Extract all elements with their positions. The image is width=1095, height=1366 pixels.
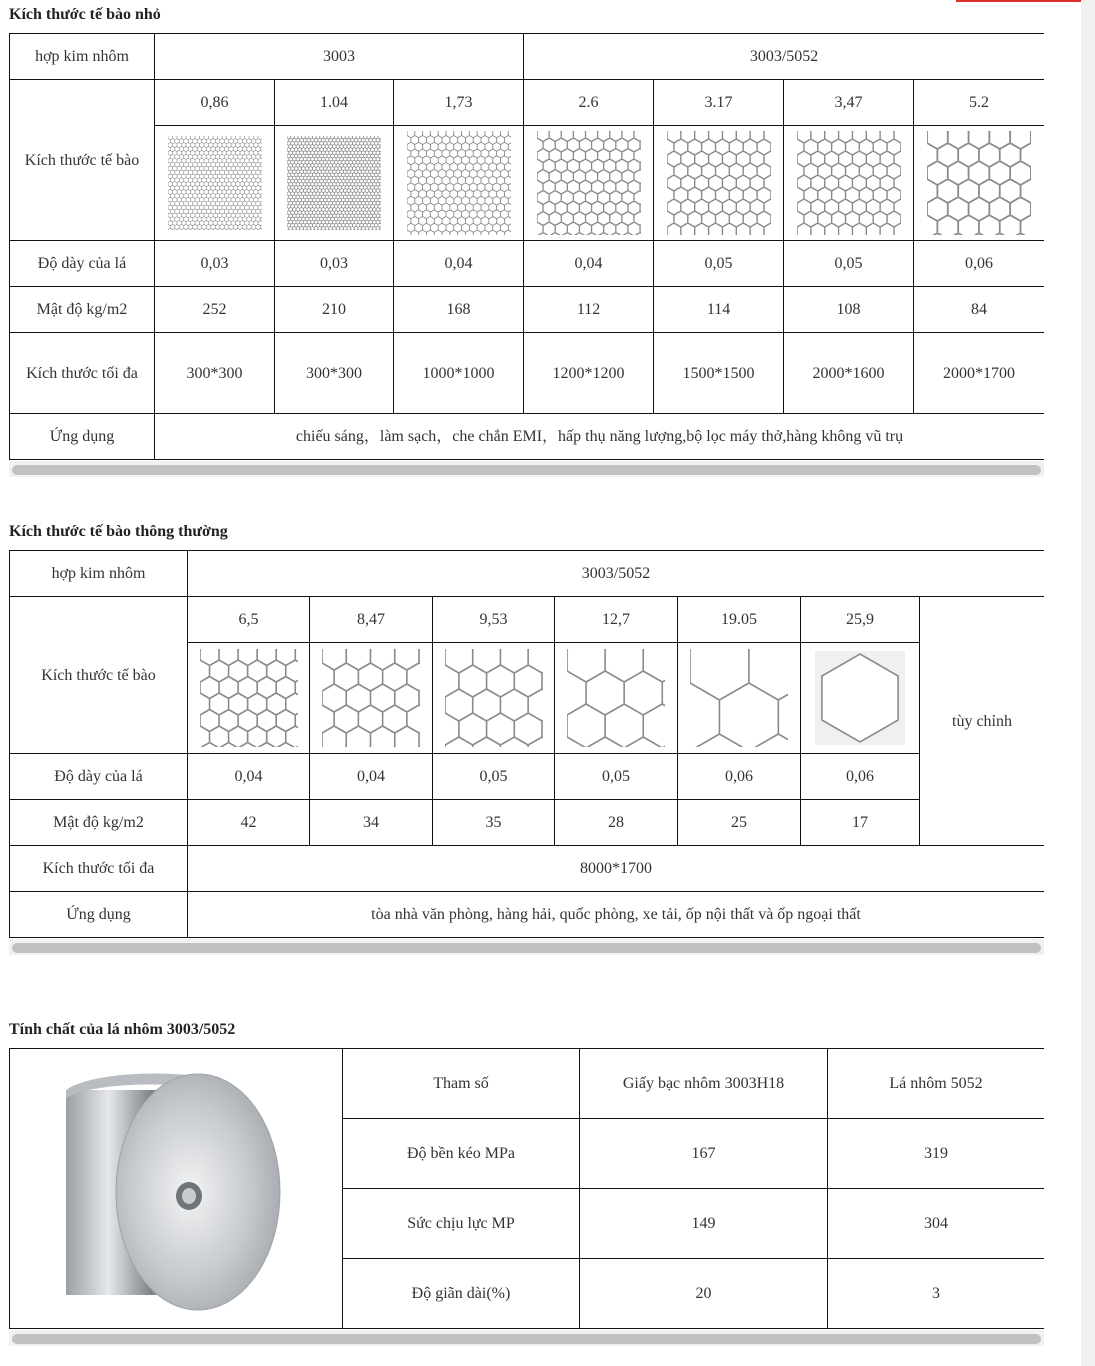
honeycomb-image-cell (784, 126, 914, 241)
page-vertical-scrollbar[interactable] (1081, 0, 1095, 1366)
size-value: 19.05 (678, 597, 801, 643)
honeycomb-image (815, 651, 905, 745)
max-size-value: 2000*1600 (784, 333, 914, 414)
honeycomb-image-cell (310, 643, 433, 754)
cell-size-row (10, 597, 1045, 643)
thickness-label: Độ dày của lá (10, 754, 188, 800)
honeycomb-image (322, 649, 420, 747)
honeycomb-image (537, 131, 641, 235)
size-value: 12,7 (555, 597, 678, 643)
properties-table (9, 1048, 1044, 1329)
roll-core-inner (182, 1188, 196, 1204)
density-value: 84 (914, 287, 1044, 333)
honeycomb-image-cell (524, 126, 654, 241)
value-5052: 3 (828, 1259, 1045, 1329)
max-size-value: 1000*1000 (394, 333, 524, 414)
size-value: 1,73 (394, 80, 524, 126)
section3-horizontal-scrollbar[interactable] (9, 1330, 1044, 1346)
thickness-value: 0,04 (188, 754, 310, 800)
small-cell-table-container (9, 33, 1044, 460)
density-row (10, 287, 1045, 333)
value-3003h18: 167 (580, 1119, 828, 1189)
size-value: 6,5 (188, 597, 310, 643)
thickness-value: 0,03 (275, 241, 394, 287)
honeycomb-image (797, 131, 901, 235)
honeycomb-image-cell (155, 126, 275, 241)
density-row (10, 800, 1045, 846)
alloy-group-3003-5052: 3003/5052 (524, 34, 1044, 80)
param-name: Sức chịu lực MP (343, 1189, 580, 1259)
density-label: Mật độ kg/m2 (10, 800, 188, 846)
honeycomb-image (445, 649, 543, 747)
value-5052: 304 (828, 1189, 1045, 1259)
honeycomb-image (168, 136, 262, 230)
honeycomb-image (927, 131, 1031, 235)
thickness-value: 0,06 (914, 241, 1044, 287)
density-value: 112 (524, 287, 654, 333)
honeycomb-image (287, 136, 381, 230)
scrollbar-thumb[interactable] (12, 1334, 1041, 1344)
thickness-value: 0,04 (394, 241, 524, 287)
max-size-value: 300*300 (275, 333, 394, 414)
thickness-value: 0,04 (524, 241, 654, 287)
max-size-value: 1200*1200 (524, 333, 654, 414)
honeycomb-image-cell (914, 126, 1044, 241)
cell-size-label: Kích thước tế bào (10, 597, 188, 754)
thickness-value: 0,03 (155, 241, 275, 287)
honeycomb-image-cell (555, 643, 678, 754)
top-red-accent (956, 0, 1092, 2)
thickness-value: 0,05 (784, 241, 914, 287)
small-cell-table (9, 33, 1044, 460)
density-value: 34 (310, 800, 433, 846)
max-size-value: 300*300 (155, 333, 275, 414)
section1-title: Kích thước tế bào nhỏ (9, 6, 161, 23)
max-size-value: 2000*1700 (914, 333, 1044, 414)
alloy-label: hợp kim nhôm (10, 551, 188, 597)
aluminum-foil-roll-image (56, 1058, 296, 1320)
thickness-value: 0,05 (433, 754, 555, 800)
max-size-value: 8000*1700 (188, 846, 1045, 892)
honeycomb-image (567, 649, 665, 747)
application-row (10, 414, 1045, 460)
value-3003h18: 149 (580, 1189, 828, 1259)
param-name: Độ bền kéo MPa (343, 1119, 580, 1189)
size-value: 9,53 (433, 597, 555, 643)
application-value: tòa nhà văn phòng, hàng hải, quốc phòng, xe tải, ốp nội thất và ốp ngoại thất (188, 892, 1045, 938)
aluminum-roll-image-cell (10, 1049, 343, 1329)
thickness-value: 0,05 (555, 754, 678, 800)
size-value: 3.17 (654, 80, 784, 126)
density-value: 168 (394, 287, 524, 333)
honeycomb-image (200, 649, 298, 747)
thickness-value: 0,05 (654, 241, 784, 287)
alloy-row (10, 551, 1045, 597)
honeycomb-image-cell (801, 643, 920, 754)
max-size-label: Kích thước tối đa (10, 333, 155, 414)
density-value: 252 (155, 287, 275, 333)
size-value: 0,86 (155, 80, 275, 126)
thickness-row (10, 241, 1045, 287)
density-value: 25 (678, 800, 801, 846)
max-size-label: Kích thước tối đa (10, 846, 188, 892)
cell-size-label: Kích thước tế bào (10, 80, 155, 241)
application-label: Ứng dụng (10, 414, 155, 460)
honeycomb-image-cell (275, 126, 394, 241)
size-value: 8,47 (310, 597, 433, 643)
honeycomb-image-cell (394, 126, 524, 241)
cell-size-row (10, 80, 1045, 126)
scrollbar-thumb[interactable] (12, 465, 1041, 475)
honeycomb-image (407, 131, 511, 235)
value-3003h18: 20 (580, 1259, 828, 1329)
size-value: 2.6 (524, 80, 654, 126)
application-value: chiếu sáng，làm sạch，che chắn EMI，hấp thụ năng lượng,bộ lọc máy thở,hàng không vũ trụ (155, 414, 1045, 460)
value-5052: 319 (828, 1119, 1045, 1189)
density-value: 42 (188, 800, 310, 846)
honeycomb-image-cell (433, 643, 555, 754)
section2-title: Kích thước tế bào thông thường (9, 523, 228, 540)
thickness-label: Độ dày của lá (10, 241, 155, 287)
application-row (10, 892, 1045, 938)
density-value: 114 (654, 287, 784, 333)
size-value: 5.2 (914, 80, 1044, 126)
honeycomb-image-cell (654, 126, 784, 241)
thickness-value: 0,06 (678, 754, 801, 800)
section1-horizontal-scrollbar[interactable] (9, 461, 1044, 477)
section3-title: Tính chất của lá nhôm 3003/5052 (9, 1021, 236, 1038)
honeycomb-image (690, 649, 788, 747)
max-size-row (10, 846, 1045, 892)
density-value: 210 (275, 287, 394, 333)
size-value: 1.04 (275, 80, 394, 126)
max-size-value: 1500*1500 (654, 333, 784, 414)
honeycomb-image (667, 131, 771, 235)
header-param: Tham số (343, 1049, 580, 1119)
honeycomb-image-cell (188, 643, 310, 754)
density-value: 28 (555, 800, 678, 846)
density-value: 35 (433, 800, 555, 846)
regular-cell-table-container (9, 550, 1044, 938)
thickness-value: 0,04 (310, 754, 433, 800)
alloy-group: 3003/5052 (188, 551, 1045, 597)
properties-table-container (9, 1048, 1044, 1329)
cell-image-row (10, 126, 1045, 241)
header-3003h18: Giấy bạc nhôm 3003H18 (580, 1049, 828, 1119)
application-label: Ứng dụng (10, 892, 188, 938)
properties-header-row (10, 1049, 1045, 1119)
alloy-group-3003: 3003 (155, 34, 524, 80)
size-value: 25,9 (801, 597, 920, 643)
alloy-label: hợp kim nhôm (10, 34, 155, 80)
size-value: 3,47 (784, 80, 914, 126)
density-value: 17 (801, 800, 920, 846)
max-size-row (10, 333, 1045, 414)
density-label: Mật độ kg/m2 (10, 287, 155, 333)
custom-value: tùy chỉnh (920, 597, 1045, 846)
thickness-row (10, 754, 1045, 800)
honeycomb-image-cell (678, 643, 801, 754)
section2-horizontal-scrollbar[interactable] (9, 939, 1044, 955)
header-5052: Lá nhôm 5052 (828, 1049, 1045, 1119)
alloy-row (10, 34, 1045, 80)
thickness-value: 0,06 (801, 754, 920, 800)
param-name: Độ giãn dài(%) (343, 1259, 580, 1329)
scrollbar-thumb[interactable] (12, 943, 1041, 953)
regular-cell-table (9, 550, 1044, 938)
density-value: 108 (784, 287, 914, 333)
